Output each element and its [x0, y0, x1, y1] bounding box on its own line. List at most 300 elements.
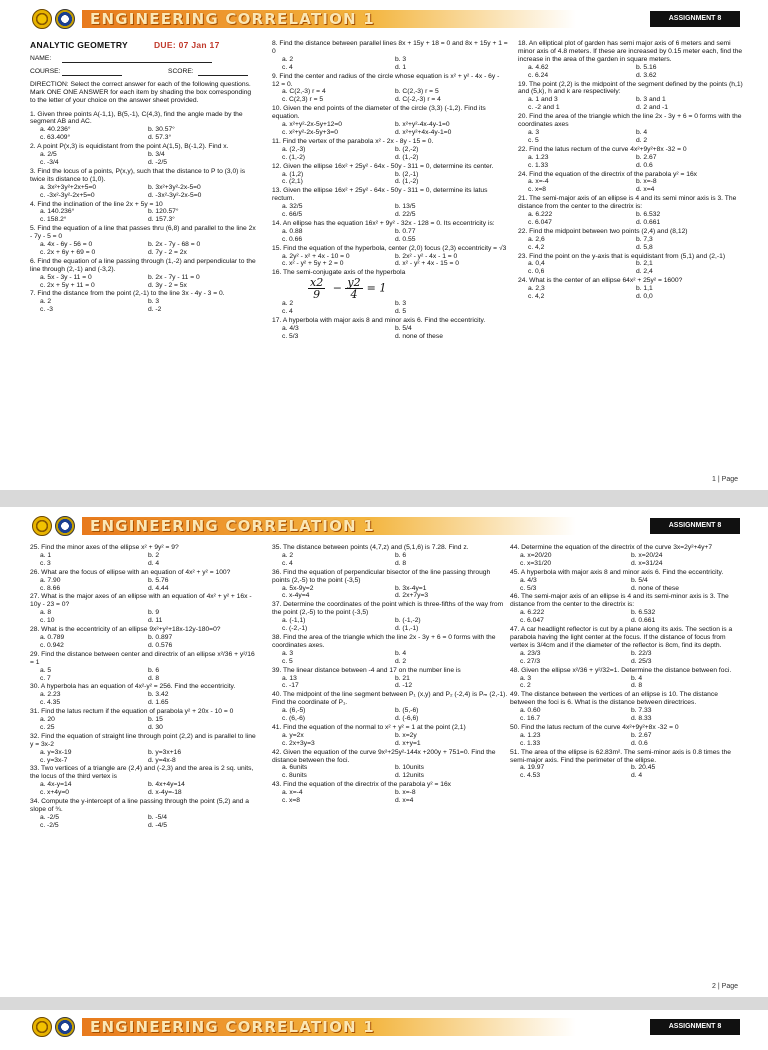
answer-options [510, 675, 742, 691]
answer-option: b. 2x² - y² - 4x - 1 = 0 [395, 252, 458, 260]
answer-option: c. 4 [282, 308, 293, 316]
question-item [30, 593, 256, 625]
answer-options [272, 228, 508, 244]
answer-options [30, 691, 256, 707]
answer-option: c. -3x²-3y²-2x+5=0 [40, 191, 95, 199]
page-2 [0, 507, 768, 997]
question-text: 15. Find the equation of the hyperbola, center (2,0) focus (2,3) eccentricity = √3 [272, 244, 507, 252]
question-text: 12. Given the ellipse 16x² + 25y² - 64x - 50y - 311 = 0, determine its center. [272, 162, 494, 170]
answer-options [272, 732, 508, 748]
answer-option: d. 2,4 [636, 268, 653, 276]
answer-option: c. 0.66 [282, 235, 303, 243]
question-text: 18. An elliptical plot of garden has semi major axis of 6 meters and semi minor axis of 4.8 meters. If these are increased by 0.15 meter each, find the increase in the area of the garden in square meters. [518, 40, 743, 63]
answer-option: c. (6,-6) [282, 715, 306, 723]
answer-option: d. x² - y² + 4x - 15 = 0 [395, 260, 459, 268]
answer-options [272, 253, 508, 269]
page-number: 1 | Page [712, 475, 738, 483]
question-item [30, 290, 256, 314]
answer-option: d. x+y=1 [395, 739, 421, 747]
answer-option: b. 20.45 [631, 764, 656, 772]
answer-option: c. C(2,3) r = 5 [282, 96, 324, 104]
school-seal-logo [32, 516, 52, 536]
answer-options [30, 716, 256, 732]
question-text: 2. A point P(x,3) is equidistant from the point A(1,5), B(-1,2). Find x. [30, 143, 229, 151]
answer-option: d. 11 [148, 617, 163, 625]
numerator: y2 [347, 276, 361, 290]
answer-options [272, 650, 508, 666]
answer-option: c. x-4y=4 [282, 592, 310, 600]
answer-option: b. (2,-1) [395, 170, 419, 178]
question-text: 24. What is the center of an ellipse 64x² + 25y² = 1600? [518, 277, 683, 285]
answer-option: a. 2 [282, 300, 294, 308]
answer-option: d. 7y - 2 = 2x [148, 248, 187, 256]
answer-options [510, 732, 742, 748]
question-item [272, 163, 508, 187]
answer-options [272, 617, 508, 633]
answer-option: a. 32/5 [282, 203, 303, 211]
answer-option: a. 1.23 [520, 731, 541, 739]
answer-option: b. 7,3 [636, 235, 653, 243]
answer-option: a. 3 [520, 674, 532, 682]
answer-option: b. 6.532 [636, 211, 661, 219]
answer-options [272, 552, 508, 568]
question-text: 21. The semi-major axis of an ellipse is 4 and its semi minor axis is 3. The distance from the center to the directrix is: [518, 195, 737, 211]
answer-option: b. 6.532 [631, 609, 656, 617]
answer-option: c. 2x+3y=3 [282, 739, 315, 747]
question-item [30, 201, 256, 225]
question-item [518, 146, 744, 170]
question-item [30, 651, 256, 683]
numerator: x2 [310, 276, 324, 290]
answer-option: d. 8 [631, 682, 643, 690]
answer-option: c. 27/3 [520, 657, 541, 665]
question-text: 29. Find the distance between center and directrix of an ellipse x²/36 + y²/16 = 1 [30, 650, 255, 666]
name-field[interactable] [30, 55, 256, 63]
question-item [30, 626, 256, 650]
answer-option: b. x=-8 [395, 789, 416, 797]
equals-one: = 1 [366, 281, 387, 295]
answer-option: a. 5 [40, 666, 52, 674]
denominator: 9 [313, 288, 321, 302]
question-item [272, 691, 508, 723]
answer-option: d. 0,0 [636, 293, 653, 301]
answer-option: c. 1.33 [520, 739, 541, 747]
question-item [30, 569, 256, 593]
answer-option: c. (2,1) [282, 178, 303, 186]
question-text: 23. Find the point on the y-axis that is equidistant from (5,1) and (2,-1) [518, 252, 726, 260]
question-item [30, 765, 256, 797]
college-seal-logo [55, 1017, 75, 1037]
answer-option: c. 5/3 [520, 584, 537, 592]
question-item [510, 749, 742, 781]
name-label: NAME: [30, 55, 52, 63]
question-item [272, 634, 508, 666]
page-separator [0, 490, 768, 507]
subject-heading [30, 40, 256, 50]
answer-options [272, 585, 508, 601]
question-text: 30. A hyperbola has an equation of 4x²-y² = 256. Find the eccentricity. [30, 683, 236, 691]
answer-option: b. 0.897 [148, 633, 173, 641]
answer-option: b. 2,1 [636, 260, 653, 268]
student-fields [30, 55, 256, 76]
answer-option: a. 2 [282, 551, 294, 559]
answer-option: a. (1,2) [282, 170, 304, 178]
answer-options [30, 184, 256, 200]
answer-option: c. 66/5 [282, 211, 303, 219]
answer-option: b. 22/3 [631, 649, 652, 657]
score-line[interactable] [198, 69, 248, 76]
question-text: 37. Determine the coordinates of the point which is three-fifths of the way from the point (2,-5) to the point (-3,5) [272, 601, 504, 617]
question-text: 10. Given the end points of the diameter of the circle (3,3) (-1,2). Find its equation. [272, 105, 486, 121]
answer-option: d. x=4 [395, 797, 414, 805]
question-item [272, 187, 508, 219]
question-item [272, 724, 508, 748]
answer-option: b. 2.67 [636, 153, 657, 161]
question-text: 7. Find the distance from the point (2,-1) to the line 3x - 4y - 3 = 0. [30, 290, 225, 298]
answer-option: b. C(2,-3) r = 5 [395, 88, 439, 96]
fraction-x [308, 277, 325, 300]
answer-option: c. 6.047 [528, 218, 552, 226]
answer-option: a. 23/3 [520, 649, 541, 657]
question-item [272, 544, 508, 568]
answer-option: d. 12units [395, 772, 424, 780]
question-item [272, 245, 508, 269]
answer-option: b. 4x+4y=14 [148, 781, 185, 789]
question-list [272, 544, 508, 805]
answer-option: c. 0,6 [528, 268, 545, 276]
answer-option: a. 140.236° [40, 208, 75, 216]
question-text: 51. The area of the ellipse is 62.83m². The semi-minor axis is 0.8 times the semi-major axis. Find the perimeter of the ellipse. [510, 748, 731, 764]
answer-option: a. 0.60 [520, 707, 541, 715]
question-item [272, 40, 508, 72]
question-item [30, 258, 256, 290]
answer-option: b. 4 [395, 649, 407, 657]
question-item [510, 569, 742, 593]
answer-options [272, 56, 508, 72]
answer-options [30, 634, 256, 650]
answer-option: c. -2/5 [40, 821, 59, 829]
answer-option: c. 4,2 [528, 243, 545, 251]
question-text: 43. Find the equation of the directrix of the parabola y² = 16x [272, 781, 452, 789]
answer-option: d. 25/3 [631, 657, 652, 665]
answer-option: d. 2 [636, 136, 648, 144]
answer-option: d. 1.65 [148, 699, 169, 707]
answer-option: a. 2y² - x² + 4x - 10 = 0 [282, 252, 350, 260]
answer-option: a. x=-4 [282, 789, 303, 797]
question-item [510, 724, 742, 748]
question-text: 47. A car headlight reflector is cut by a plane along its axis. The section is a parabola having the light center at the focus. If the distance of focus from vertex is 3/4cm and if the diameter of the reflector is 8cm, find its depth. [510, 626, 733, 649]
answer-option: c. -3/4 [40, 158, 59, 166]
answer-option: d. 0.6 [636, 161, 653, 169]
answer-options [518, 260, 744, 276]
question-text: 14. An ellipse has the equation 16x² + 9y² - 32x - 128 = 0. Its eccentricity is: [272, 219, 495, 227]
answer-option: b. 3 [395, 300, 407, 308]
answer-option: d. 22/5 [395, 211, 416, 219]
answer-option: b. 2.67 [631, 731, 652, 739]
question-item [30, 168, 256, 200]
assignment-badge: ASSIGNMENT 8 [650, 518, 740, 534]
answer-options [518, 178, 744, 194]
answer-option: d. (-6,6) [395, 715, 419, 723]
answer-option: a. 4/3 [520, 576, 537, 584]
hyperbola-equation [272, 277, 508, 300]
question-text: 8. Find the distance between parallel lines 8x + 15y + 18 = 0 and 8x + 15y + 1 = 0 [272, 40, 508, 55]
answer-option: c. x² - y² + 5y + 2 = 0 [282, 260, 344, 268]
answer-option: c. 8units [282, 772, 307, 780]
answer-option: a. 0.789 [40, 633, 65, 641]
question-item [518, 228, 744, 252]
question-text: 27. What is the major axes of an ellipse with an equation of 4x² + y² + 16x - 10y - 23 = 0? [30, 593, 252, 609]
answer-option: d. x²+y²+4x-4y-1=0 [395, 128, 452, 136]
answer-option: d. 2 and -1 [636, 104, 668, 112]
answer-option: d. (1,-2) [395, 178, 419, 186]
question-text: 3. Find the locus of a points, P(x,y), such that the distance to P to (3,0) is twice its distance to (1,0). [30, 167, 246, 183]
answer-option: c. y=3x-7 [40, 756, 68, 764]
page-number: 2 | Page [712, 982, 738, 990]
question-item [272, 601, 508, 633]
answer-option: b. 3 and 1 [636, 96, 666, 104]
question-item [518, 277, 744, 301]
answer-option: b. 15 [148, 716, 163, 724]
answer-option: c. 4,2 [528, 293, 545, 301]
answer-option: c. 63.409° [40, 134, 71, 142]
answer-option: b. 2 [148, 551, 160, 559]
answer-option: b. 1,1 [636, 285, 653, 293]
answer-options [272, 88, 508, 104]
answer-option: c. (1,-2) [282, 153, 306, 161]
question-text: 35. The distance between points (4,7,z) and (5,1,6) is 7.28. Find z. [272, 544, 469, 551]
answer-option: a. 3 [282, 649, 294, 657]
question-text: 26. What are the focus of ellipse with an equation of 4x² + y² = 100? [30, 568, 231, 576]
answer-options [30, 577, 256, 593]
answer-options [30, 749, 256, 765]
answer-option: c. 0.942 [40, 641, 64, 649]
column-1 [30, 544, 256, 831]
name-line[interactable] [62, 56, 212, 63]
answer-option: c. x=8 [528, 186, 547, 194]
question-text: 32. Find the equation of straight line through point (2,2) and is parallel to line y = 3x-2 [30, 732, 256, 748]
page-header [30, 8, 740, 32]
answer-option: b. (-1,-2) [395, 617, 421, 625]
course-score-field[interactable] [30, 68, 256, 76]
answer-options [518, 154, 744, 170]
answer-option: b. 2x - 7y - 11 = 0 [148, 273, 200, 281]
college-seal-logo [55, 516, 75, 536]
answer-option: a. 5x-9y=2 [282, 584, 314, 592]
answer-option: d. y=4x-8 [148, 756, 176, 764]
question-item [30, 708, 256, 732]
question-text: 39. The linear distance between -4 and 17 on the number line is [272, 666, 461, 674]
answer-option: c. x=31/20 [520, 559, 552, 567]
question-item [272, 781, 508, 805]
answer-option: c. 16.7 [520, 715, 541, 723]
answer-option: a. 4x - 6y - 56 = 0 [40, 241, 93, 249]
answer-option: d. 30 [148, 723, 163, 731]
question-item [518, 171, 744, 195]
answer-options [518, 129, 744, 145]
answer-option: b. 5.16 [636, 63, 657, 71]
answer-option: a. 19.97 [520, 764, 545, 772]
answer-option: a. 4/3 [282, 325, 299, 332]
answer-option: d. 8 [395, 559, 407, 567]
question-item [30, 798, 256, 830]
answer-option: b. 3.42 [148, 691, 169, 699]
answer-option: b. x²+y²-4x-4y-1=0 [395, 121, 450, 129]
answer-option: c. 10 [40, 617, 55, 625]
answer-option: c. 3 [40, 559, 51, 567]
question-item [272, 749, 508, 781]
page-header [30, 515, 740, 539]
answer-options [518, 236, 744, 252]
question-text: 24. Find the equation of the directrix of the parabola y² = 16x [518, 170, 698, 178]
college-seal-logo [55, 9, 75, 29]
answer-option: d. 2x+7y=3 [395, 592, 429, 600]
question-list [272, 40, 508, 341]
question-item [30, 683, 256, 707]
answer-option: b. 5.76 [148, 576, 169, 584]
answer-option: d. none of these [395, 332, 443, 340]
question-item [30, 143, 256, 167]
answer-option: b. 120.57° [148, 208, 179, 216]
answer-options [30, 552, 256, 568]
answer-options [272, 203, 508, 219]
answer-option: d. -2 [148, 306, 162, 314]
question-text: 1. Given three points A(-1,1), B(5,-1), C(4,3), find the angle made by the segment AB and AC. [30, 110, 243, 126]
question-item [272, 105, 508, 137]
question-item [30, 225, 256, 257]
answer-option: d. 4 [631, 772, 643, 780]
answer-options [272, 300, 508, 316]
answer-option: c. 6.24 [528, 71, 549, 79]
answer-option: b. 3x²+3y²-2x-5=0 [148, 183, 201, 191]
answer-option: d. -12 [395, 682, 413, 690]
answer-options [272, 707, 508, 723]
page-separator [0, 997, 768, 1010]
answer-option: c. (-2,-1) [282, 625, 308, 633]
answer-option: b. 4 [636, 128, 648, 136]
answer-option: a. 1 [40, 551, 52, 559]
answer-option: d. 5,8 [636, 243, 653, 251]
answer-option: a. 3x²+3y²+2x+5=0 [40, 183, 97, 191]
question-text: 28. What is the eccentricity of an ellipse 9x²+y²+18x-12y-180=0? [30, 626, 221, 634]
answer-option: a. 1.23 [528, 153, 549, 161]
answer-options [30, 814, 256, 830]
column-2 [272, 40, 508, 342]
answer-option: c. 25 [40, 723, 55, 731]
answer-options [510, 609, 742, 625]
banner-title: ENGINEERING CORRELATION 1 [90, 1018, 375, 1036]
answer-option: b. 10units [395, 764, 424, 772]
answer-option: b. -5/4 [148, 813, 167, 821]
answer-options [30, 609, 256, 625]
question-text: 13. Given the ellipse 16x² + 25y² - 64x - 50y - 311 = 0, determine its latus rectum. [272, 187, 488, 203]
direction-text: DIRECTION: Select the correct answer for each of the following questions. Mark ONE ONE ANSWER for each item by shading the box corresponding to the letter of your choice on the answer sheet provided. [30, 80, 252, 104]
answer-options [30, 274, 256, 290]
answer-option: a. 4x-y=14 [40, 781, 72, 789]
title-banner [82, 1018, 602, 1036]
answer-options [272, 121, 508, 137]
answer-option: b. 3 [148, 298, 160, 306]
question-text: 4. Find the inclination of the line 2x + 5y = 10 [30, 200, 163, 208]
answer-option: a. 0.88 [282, 227, 303, 235]
question-text: 49. The distance between the vertices of an ellipse is 10. The distance between the foci is 6. What is the distance between directrices. [510, 691, 718, 707]
question-text: 9. Find the center and radius of the circle whose equation is x² + y² - 4x - 6y - 12 = 0. [272, 72, 500, 88]
question-item [518, 40, 744, 80]
score-label: SCORE: [168, 67, 194, 75]
answer-option: c. -17 [282, 682, 299, 690]
answer-option: a. 3 [528, 128, 540, 136]
question-text: 31. Find the latus rectum if the equation of parabola y² + 20x - 10 = 0 [30, 708, 234, 716]
answer-options [30, 151, 256, 167]
answer-option: b. 13/5 [395, 203, 416, 211]
answer-option: d. (1,-1) [395, 625, 419, 633]
answer-option: b. x=20/24 [631, 551, 663, 559]
answer-options [272, 325, 508, 341]
question-list [30, 544, 256, 830]
answer-options [30, 667, 256, 683]
question-text: 50. Find the latus rectum of the curve 4x²+9y²+8x -32 = 0 [510, 723, 679, 731]
answer-option: b. x=2y [395, 731, 417, 739]
answer-option: a. 0,4 [528, 260, 545, 268]
minus-sign: − [329, 281, 346, 295]
answer-option: b. 3x-4y=1 [395, 584, 427, 592]
title-banner [82, 10, 602, 28]
answer-option: b. 5/4 [631, 576, 648, 584]
answer-option: a. 13 [282, 674, 297, 682]
answer-option: b. 4 [631, 674, 643, 682]
answer-option: d. 1 [395, 63, 407, 71]
answer-option: a. y=3x-19 [40, 748, 72, 756]
column-3 [518, 40, 744, 302]
answer-option: c. 5/3 [282, 332, 299, 340]
answer-option: a. 8 [40, 609, 52, 617]
answer-option: d. 4 [148, 559, 160, 567]
answer-option: c. 2x + 6y + 69 = 0 [40, 248, 96, 256]
answer-options [510, 707, 742, 723]
question-text: 44. Determine the equation of the directrix of the curve 3x=2y²+4y+7 [510, 544, 713, 551]
answer-option: d. 0.6 [631, 739, 648, 747]
question-list [518, 40, 744, 301]
answer-options [510, 552, 742, 568]
question-text: 11. Find the vertex of the parabola x² - 2x - 8y - 15 = 0. [272, 137, 434, 145]
answer-option: c. 4.53 [520, 772, 541, 780]
question-text: 5. Find the equation of a line that passes thru (6,8) and parallel to the line 2x - 7y - 5 = 0 [30, 225, 256, 241]
answer-options [518, 96, 744, 112]
question-item [510, 593, 742, 625]
course-line[interactable] [62, 69, 122, 76]
fraction-y [345, 277, 362, 300]
answer-option: b. 7.33 [631, 707, 652, 715]
question-text: 33. Two vertices of a triangle are (2,4) and (-2,3) and the area is 2 sq. units, the locus of the third vertex is [30, 765, 254, 781]
answer-options [518, 285, 744, 301]
answer-option: c. 6.047 [520, 617, 544, 625]
answer-options [272, 675, 508, 691]
answer-option: b. (5,-6) [395, 707, 419, 715]
question-text: 25. Find the minor axes of the ellipse x² + 9y² = 9? [30, 544, 179, 551]
answer-option: a. (6,-5) [282, 707, 306, 715]
answer-option: a. 6units [282, 764, 308, 772]
answer-options [272, 764, 508, 780]
answer-option: c. 4.35 [40, 699, 61, 707]
answer-option: d. 0.576 [148, 641, 173, 649]
answer-option: d. 0.661 [636, 218, 661, 226]
answer-option: d. 5 [395, 308, 407, 316]
answer-option: d. 3.62 [636, 71, 657, 79]
title-banner [82, 517, 602, 535]
answer-options [30, 126, 256, 142]
assignment-badge: ASSIGNMENT 8 [650, 11, 740, 27]
column-2 [272, 544, 508, 806]
